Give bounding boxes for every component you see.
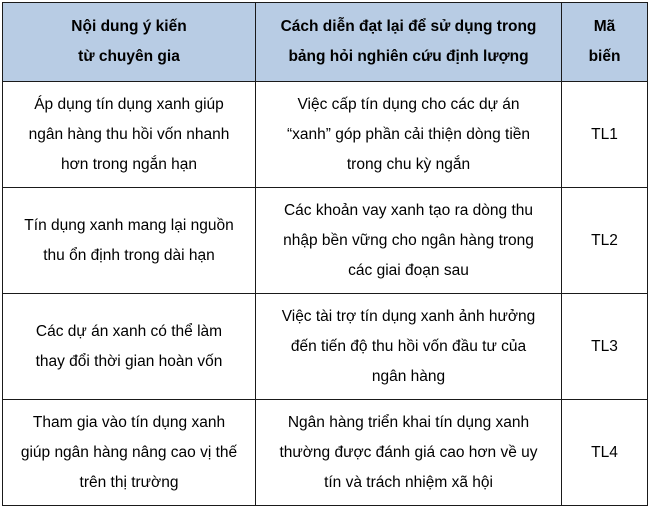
header-rephrase-label: Cách diễn đạt lại để sử dụng trong bảng hỏi nghiên cứu định lượng	[280, 18, 537, 65]
rephrase-cell	[256, 294, 562, 400]
table-row	[3, 82, 648, 188]
header-expert-opinion	[3, 3, 256, 82]
header-row	[3, 3, 648, 82]
table-row	[3, 400, 648, 506]
opinion-text: Áp dụng tín dụng xanh giúp ngân hàng thu hồi vốn nhanh hơn trong ngắn hạn	[28, 95, 230, 173]
rephrase-text: Việc tài trợ tín dụng xanh ảnh hưởng đến tiến độ thu hồi vốn đầu tư của ngân hàng	[281, 307, 536, 385]
opinion-cell	[3, 188, 256, 294]
code-text: TL1	[591, 125, 618, 143]
code-cell	[562, 82, 648, 188]
rephrase-cell	[256, 188, 562, 294]
code-text: TL4	[591, 443, 618, 461]
variable-table	[2, 2, 648, 506]
opinion-text: Tham gia vào tín dụng xanh giúp ngân hàng nâng cao vị thế trên thị trường	[20, 413, 238, 491]
header-variable-code-label: Mã biến	[588, 18, 621, 65]
rephrase-text: Các khoản vay xanh tạo ra dòng thu nhập bền vững cho ngân hàng trong các giai đoạn sau	[283, 201, 534, 279]
header-variable-code	[562, 3, 648, 82]
code-text: TL2	[591, 231, 618, 249]
opinion-cell	[3, 400, 256, 506]
opinion-cell	[3, 294, 256, 400]
code-cell	[562, 294, 648, 400]
rephrase-text: Việc cấp tín dụng cho các dự án “xanh” góp phần cải thiện dòng tiền trong chu kỳ ngắn	[286, 95, 530, 173]
rephrase-cell	[256, 82, 562, 188]
opinion-cell	[3, 82, 256, 188]
opinion-text: Tín dụng xanh mang lại nguồn thu ổn định trong dài hạn	[24, 216, 234, 264]
code-text: TL3	[591, 337, 618, 355]
opinion-text: Các dự án xanh có thể làm thay đổi thời gian hoàn vốn	[35, 322, 223, 370]
header-rephrase	[256, 3, 562, 82]
header-expert-opinion-label: Nội dung ý kiến từ chuyên gia	[71, 18, 187, 65]
table-row	[3, 188, 648, 294]
rephrase-cell	[256, 400, 562, 506]
code-cell	[562, 400, 648, 506]
rephrase-text: Ngân hàng triển khai tín dụng xanh thường được đánh giá cao hơn về uy tín và trách nhiệm xã hội	[279, 413, 538, 491]
table-row	[3, 294, 648, 400]
code-cell	[562, 188, 648, 294]
